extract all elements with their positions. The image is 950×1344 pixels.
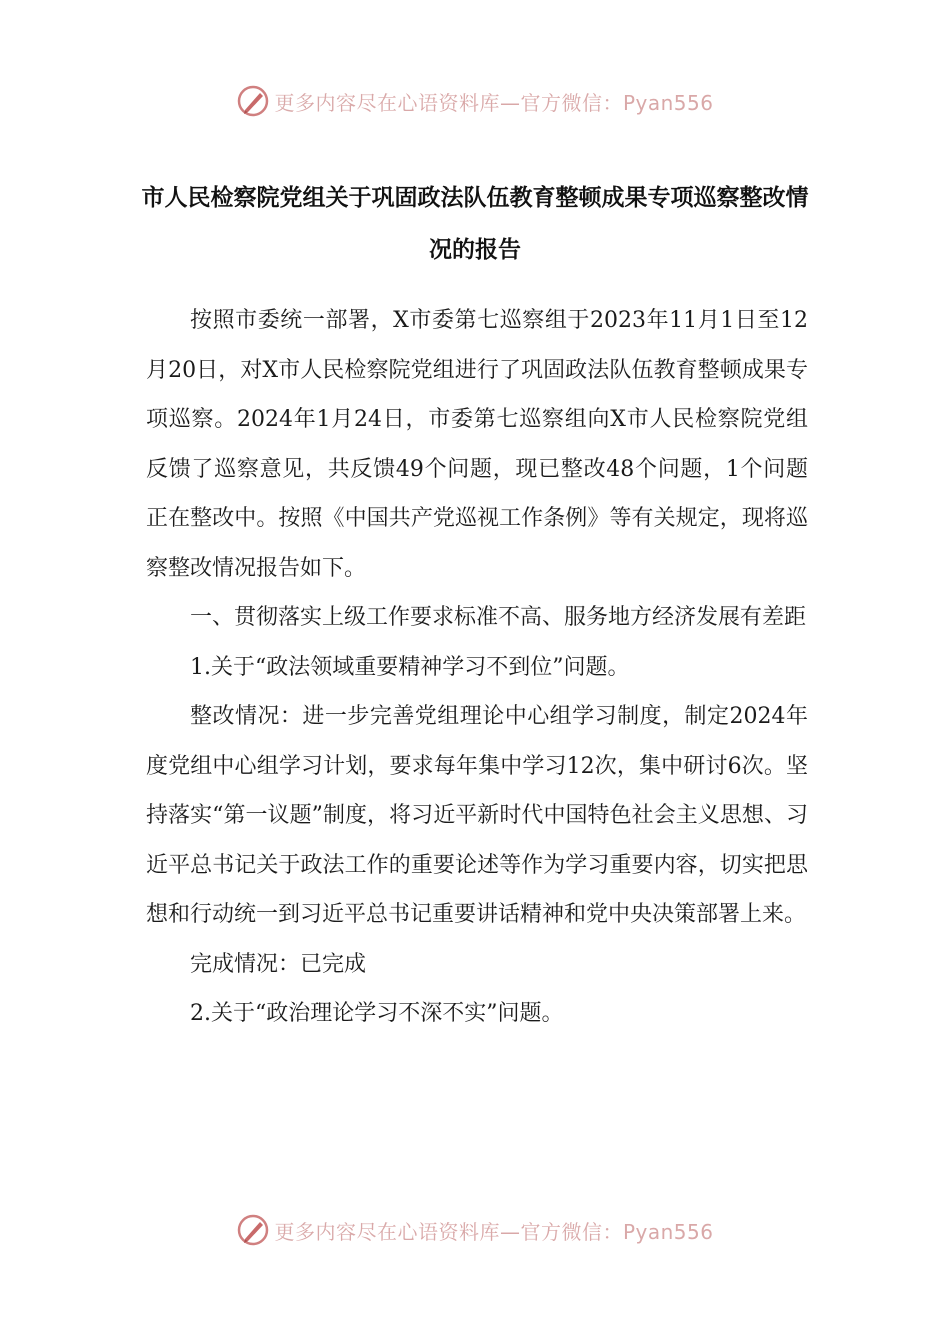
watermark-banner-top <box>0 76 950 126</box>
watermark-text: 更多内容尽在心语资料库—官方微信：Pyan556 <box>274 1219 714 1244</box>
rectification-paragraph: 整改情况：进一步完善党组理论中心组学习制度，制定2024年度党组中心组学习计划，要求每年集中学习12次，集中研讨6次。坚持落实“第一议题”制度，将习近平新时代中国特色社会主义思想、习近平总书记关于政法工作的重要论述等作为学习重要内容，切实把思想和行动统一到习近平总书记重要讲话精神和党中央决策部署上来。 <box>146 704 808 927</box>
pen-logo-icon <box>236 1213 270 1247</box>
completion-status: 完成情况：已完成 <box>190 951 367 977</box>
section-heading-1: 一、贯彻落实上级工作要求标准不高、服务地方经济发展有差距 <box>190 605 807 630</box>
document-body <box>146 296 808 1039</box>
item-heading-2: 2.关于“政治理论学习不深不实”问题。 <box>190 1001 564 1026</box>
pen-logo-icon <box>236 84 270 118</box>
watermark-banner-bottom <box>0 1205 950 1255</box>
paragraph-intro: 按照市委统一部署，X市委第七巡察组于2023年11月1日至12月20日，对X市人民检察院党组进行了巩固政法队伍教育整顿成果专项巡察。2024年1月24日，市委第七巡察组向X市人民检察院党组反馈了巡察意见，共反馈49个问题，现已整改48个问题，1个问题正在整改中。按照《中国共产党巡视工作条例》等有关规定，现将巡察整改情况报告如下。 <box>146 308 808 581</box>
item-heading-1: 1.关于“政法领域重要精神学习不到位”问题。 <box>190 654 630 680</box>
watermark-text: 更多内容尽在心语资料库—官方微信：Pyan556 <box>274 90 714 115</box>
document-title: 市人民检察院党组关于巩固政法队伍教育整顿成果专项巡察整改情况的报告 <box>141 185 809 263</box>
